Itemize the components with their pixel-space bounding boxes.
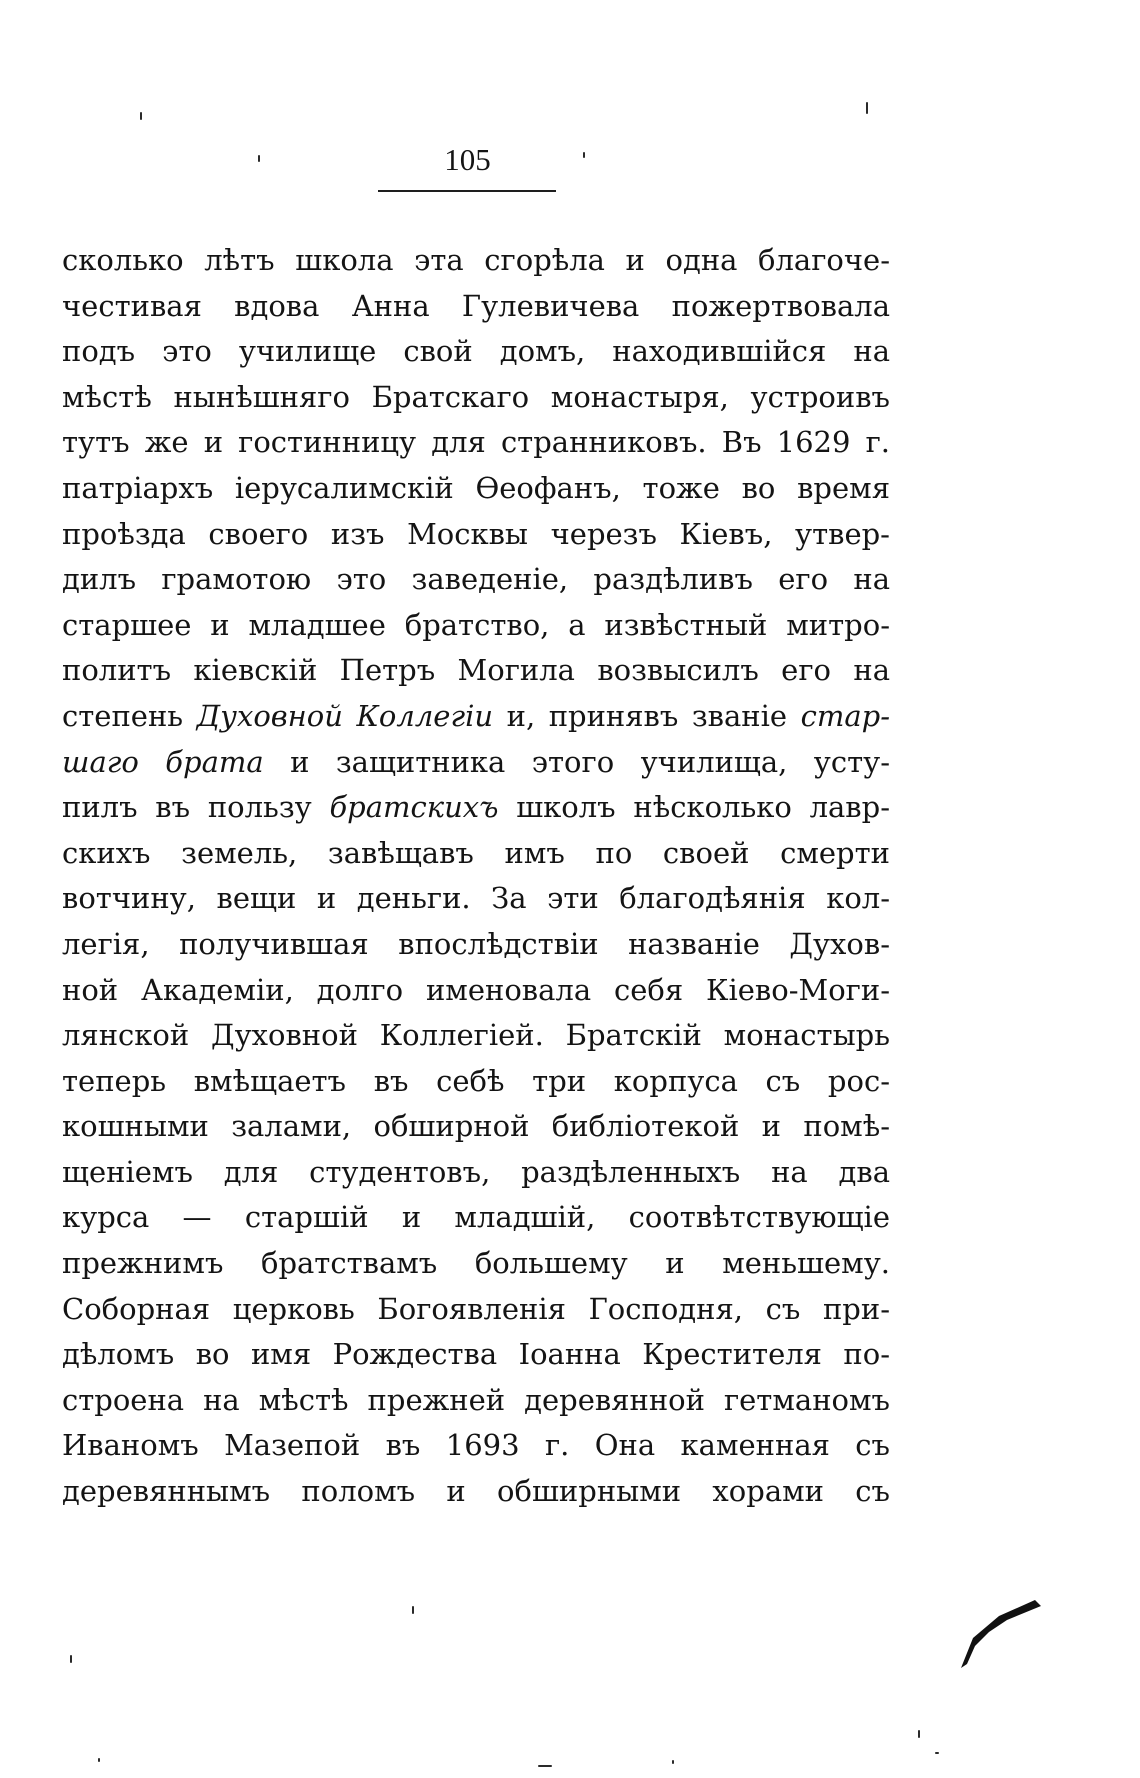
italic-text-segment: шаго брата [62, 744, 264, 779]
text-line [62, 466, 890, 512]
text-line [62, 1469, 890, 1515]
text-line [62, 968, 890, 1014]
text-segment: степень [62, 698, 197, 733]
text-segment: Соборная церковь Богоявленія Господня, съ при- [62, 1291, 890, 1326]
text-segment: старшее и младшее братство, а извѣстный митро- [62, 607, 890, 642]
text-line [62, 1059, 890, 1105]
text-line [62, 603, 890, 649]
text-segment: деревяннымъ поломъ и обширными хорами съ [62, 1474, 890, 1509]
text-line [62, 1332, 890, 1378]
text-segment: школъ нѣсколько лавр- [498, 790, 890, 825]
page-number: 105 [444, 142, 491, 177]
text-segment: дѣломъ во имя Рождества Іоанна Крестителя по- [62, 1337, 890, 1372]
text-segment: лянской Духовной Коллегіей. Братскій монастырь [62, 1018, 890, 1053]
text-line [62, 876, 890, 922]
italic-text-segment: братскихъ [329, 790, 499, 825]
text-segment: щеніемъ для студентовъ, раздѣленныхъ на два [62, 1154, 890, 1189]
text-segment: и, принявъ званіе [493, 698, 801, 733]
text-line [62, 557, 890, 603]
text-line [62, 648, 890, 694]
text-line [62, 1013, 890, 1059]
text-line [62, 1287, 890, 1333]
text-line [62, 922, 890, 968]
text-segment: проѣзда своего изъ Москвы черезъ Кіевъ, утвер- [62, 516, 890, 551]
text-line [62, 375, 890, 421]
text-segment: Иваномъ Мазепой въ 1693 г. Она каменная съ [62, 1428, 890, 1463]
text-segment: ной Академіи, долго именовала себя Кіево-Моги- [62, 972, 890, 1007]
text-segment: и защитника этого училища, усту- [263, 744, 890, 779]
text-segment: строена на мѣстѣ прежней деревянной гетманомъ [62, 1382, 890, 1417]
header-rule [378, 190, 556, 192]
text-segment: тутъ же и гостинницу для странниковъ. Въ 1629 г. [62, 425, 890, 460]
text-line [62, 1378, 890, 1424]
text-segment: мѣстѣ нынѣшняго Братскаго монастыря, устроивъ [62, 379, 890, 414]
italic-text-segment: стар- [800, 698, 890, 733]
text-segment: теперь вмѣщаетъ въ себѣ три корпуса съ рос- [62, 1063, 890, 1098]
text-line [62, 740, 890, 786]
text-line [62, 1104, 890, 1150]
text-segment: легія, получившая впослѣдствіи названіе Духов- [62, 926, 890, 961]
text-segment: дилъ грамотою это заведеніе, раздѣливъ его на [62, 562, 890, 597]
text-line [62, 329, 890, 375]
text-line [62, 1195, 890, 1241]
text-segment: прежнимъ братствамъ большему и меньшему. [62, 1246, 890, 1281]
ink-blot [955, 1598, 1045, 1678]
text-segment: кошными залами, обширной библіотекой и помѣ- [62, 1109, 890, 1144]
text-line [62, 512, 890, 558]
text-segment: курса — старшій и младшій, соотвѣтствующіе [62, 1200, 890, 1235]
text-line [62, 284, 890, 330]
body-text [62, 238, 890, 1515]
text-line [62, 1241, 890, 1287]
text-segment: патріархъ іерусалимскій Ѳеофанъ, тоже во время [62, 470, 890, 505]
italic-text-segment: Духовной Коллегіи [196, 698, 494, 733]
text-line [62, 238, 890, 284]
text-segment: политъ кіевскій Петръ Могила возвысилъ его на [62, 653, 890, 688]
text-line [62, 785, 890, 831]
text-segment: подъ это училище свой домъ, находившійся на [62, 334, 890, 369]
text-segment: вотчину, вещи и деньги. За эти благодѣянія кол- [62, 881, 890, 916]
text-segment: пилъ въ пользу [62, 790, 330, 825]
text-line [62, 694, 890, 740]
text-segment: скихъ земель, завѣщавъ имъ по своей смерти [62, 835, 890, 870]
text-segment: сколько лѣтъ школа эта сгорѣла и одна благоче- [62, 243, 890, 277]
text-line [62, 831, 890, 877]
text-line [62, 1150, 890, 1196]
text-line [62, 420, 890, 466]
text-line [62, 1423, 890, 1469]
text-segment: честивая вдова Анна Гулевичева пожертвовала [62, 288, 890, 323]
